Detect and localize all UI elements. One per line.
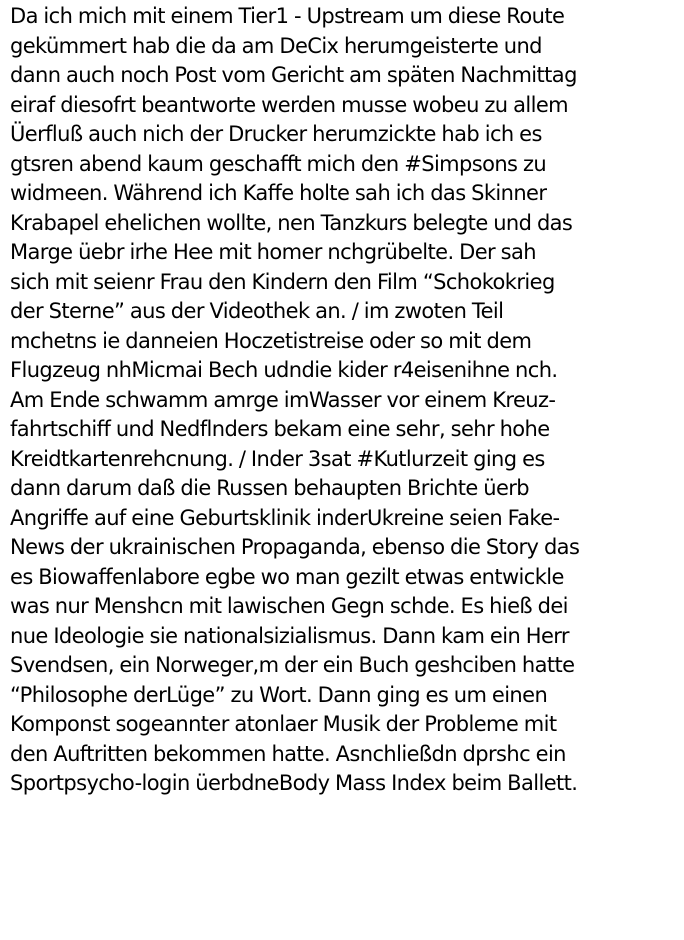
text-line: Svendsen, ein Norweger,m der ein Buch geshciben hatte (10, 653, 575, 677)
text-line: gtsren abend kaum geschafft mich den #Simpsons zu (10, 151, 547, 176)
text-line: eiraf diesofrt beantworte werden musse wobeu zu allem (10, 92, 569, 117)
text-line: sich mit seienr Frau den Kindern den Film “Schokokrieg (10, 269, 555, 294)
text-line: Angriffe auf eine Geburtsklinik inderUkreine seien Fake- (10, 505, 560, 530)
document-body (10, 2, 682, 799)
text-line: Üerfluß auch nich der Drucker herumzickte hab ich es (10, 122, 542, 146)
text-line: Krabapel ehelichen wollte, nen Tanzkurs belegte und das (10, 210, 573, 235)
text-line: News der ukrainischen Propaganda, ebenso die Story das (10, 535, 580, 559)
text-line: was nur Menshcn mit lawischen Gegn schde. Es hieß dei (10, 594, 568, 618)
text-line: dann darum daß die Russen behaupten Brichte üerb (10, 476, 530, 500)
text-line: widmeen. Während ich Kaffe holte sah ich das Skinner (10, 181, 547, 205)
text-line: es Biowaffenlabore egbe wo man gezilt etwas entwickle (10, 564, 564, 589)
text-line: “Philosophe derLüge” zu Wort. Dann ging es um einen (10, 682, 548, 707)
text-line: Komponst sogeannter atonlaer Musik der Probleme mit (10, 712, 557, 736)
text-line: mchetns ie danneien Hoczetistreise oder so mit dem (10, 328, 532, 353)
text-line: Sportpsycho-login üerbdneBody Mass Index beim Ballett. (10, 771, 578, 795)
text-line: Flugzeug nhMicmai Bech udndie kider r4eisenihne nch. (10, 358, 558, 382)
text-line: dann auch noch Post vom Gericht am späten Nachmittag (10, 63, 577, 87)
text-line: nue Ideologie sie nationalsizialismus. Dann kam ein Herr (10, 623, 569, 648)
text-line: fahrtschiff und Nedflnders bekam eine sehr, sehr hohe (10, 417, 550, 441)
text-line: gekümmert hab die da am DeCix herumgeisterte und (10, 33, 542, 58)
text-line: Kreidtkartenrehcnung. / Inder 3sat #Kutlurzeit ging es (10, 446, 545, 471)
text-line: Marge üebr irhe Hee mit homer nchgrübelte. Der sah (10, 240, 536, 264)
text-line: Da ich mich mit einem Tier1 - Upstream um diese Route (10, 4, 565, 28)
text-line: den Auftritten bekommen hatte. Asnchließdn dprshc ein (10, 741, 566, 766)
text-line: der Sterne” aus der Videothek an. / im zwoten Teil (10, 299, 504, 323)
text-line: Am Ende schwamm amrge imWasser vor einem Kreuz- (10, 387, 556, 412)
